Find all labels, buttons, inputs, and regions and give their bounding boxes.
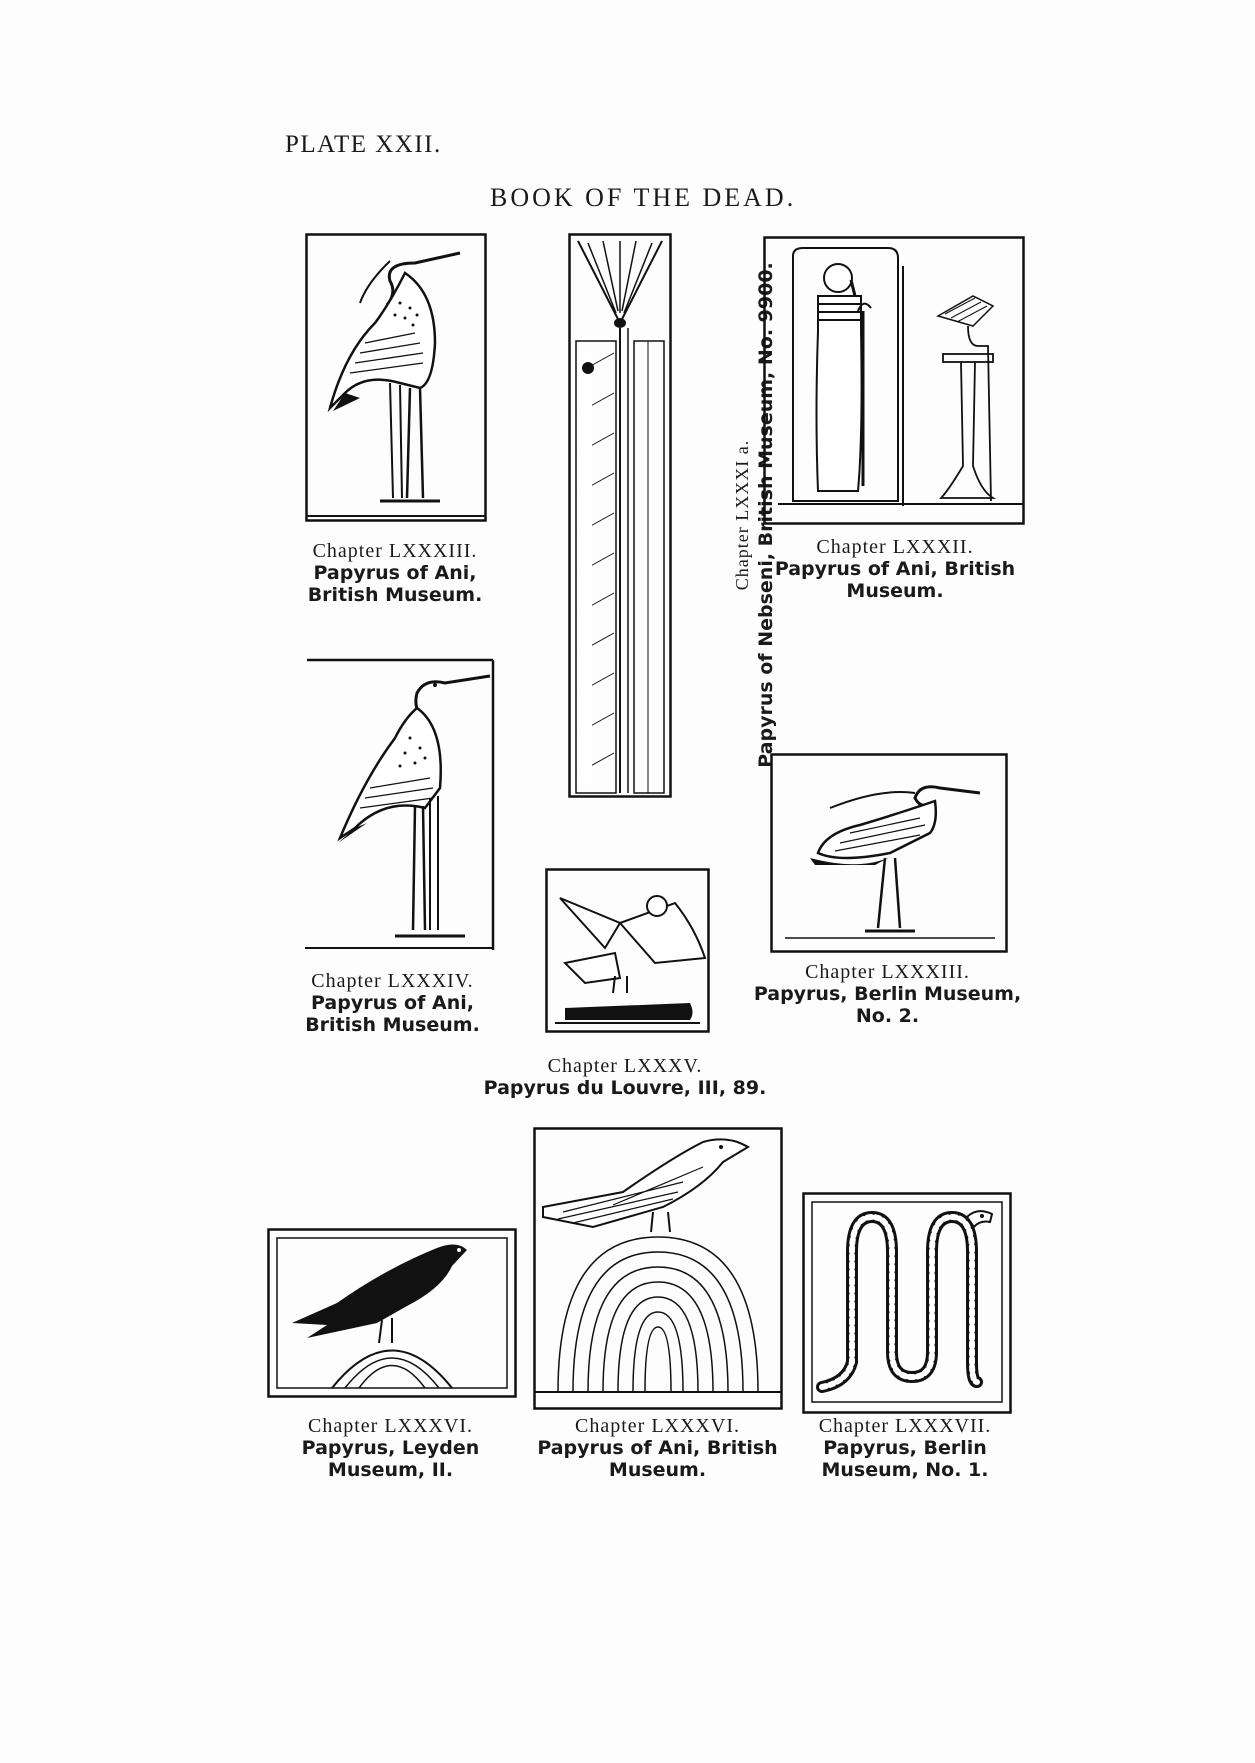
ptah-shrine-illustration-ani (763, 236, 1025, 526)
source-line: Papyrus of Ani, British (774, 558, 1016, 580)
caption-figure-8 (520, 1415, 795, 1482)
book-title: BOOK OF THE DEAD. (490, 183, 797, 212)
lotus-illustration-nebseni (568, 233, 672, 798)
caption-figure-9 (785, 1415, 1025, 1482)
source-line: British Museum. (305, 1013, 480, 1036)
swallow-mound-illustration-ani (533, 1127, 783, 1410)
plate-number: PLATE XXII. (285, 131, 442, 158)
source-line: Papyrus of Ani, (311, 992, 474, 1014)
chapter-label: Chapter LXXXVII. (818, 1415, 992, 1437)
chapter-label: Chapter LXXXVI. (308, 1415, 473, 1437)
chapter-label: Chapter LXXXI a. (732, 439, 753, 591)
chapter-label: Chapter LXXXV. (547, 1055, 703, 1077)
chapter-label: Chapter LXXXIII. (312, 540, 478, 562)
chapter-label: Chapter LXXXIV. (311, 970, 474, 992)
heron-illustration-ani-2 (305, 658, 495, 953)
source-line: Museum. (846, 579, 944, 602)
source-line: Museum, II. (327, 1458, 454, 1481)
source-line: Papyrus of Ani, British (537, 1437, 778, 1459)
chapter-label: Chapter LXXXVI. (575, 1415, 740, 1437)
swallow-illustration-leyden (267, 1228, 517, 1398)
source-line: No. 2. (855, 1004, 920, 1027)
source-line: Papyrus of Ani, (313, 562, 477, 584)
source-line: Museum. (608, 1458, 707, 1481)
serpent-illustration-berlin (802, 1192, 1012, 1414)
source-line: Museum, No. 1. (821, 1458, 989, 1481)
chapter-label: Chapter LXXXII. (816, 536, 974, 558)
caption-figure-6 (745, 961, 1030, 1028)
source-line: Papyrus du Louvre, III, 89. (483, 1077, 767, 1099)
source-line: British Museum. (307, 583, 483, 606)
caption-figure-5 (460, 1055, 790, 1100)
source-line: Papyrus, Berlin Museum, (753, 983, 1022, 1005)
heron-illustration-ani (305, 233, 487, 523)
caption-figure-4 (265, 970, 520, 1037)
heron-illustration-berlin (770, 753, 1008, 953)
caption-figure-1 (270, 540, 520, 607)
chapter-label: Chapter LXXXIII. (805, 961, 970, 983)
source-line: Papyrus, Berlin (823, 1437, 987, 1459)
caption-figure-3 (760, 536, 1030, 603)
soul-bird-illustration-louvre (545, 868, 710, 1033)
caption-figure-7 (263, 1415, 518, 1482)
source-line: Papyrus of Nebseni, British Museum, No. 9900. (755, 262, 778, 768)
source-line: Papyrus, Leyden (301, 1437, 480, 1459)
